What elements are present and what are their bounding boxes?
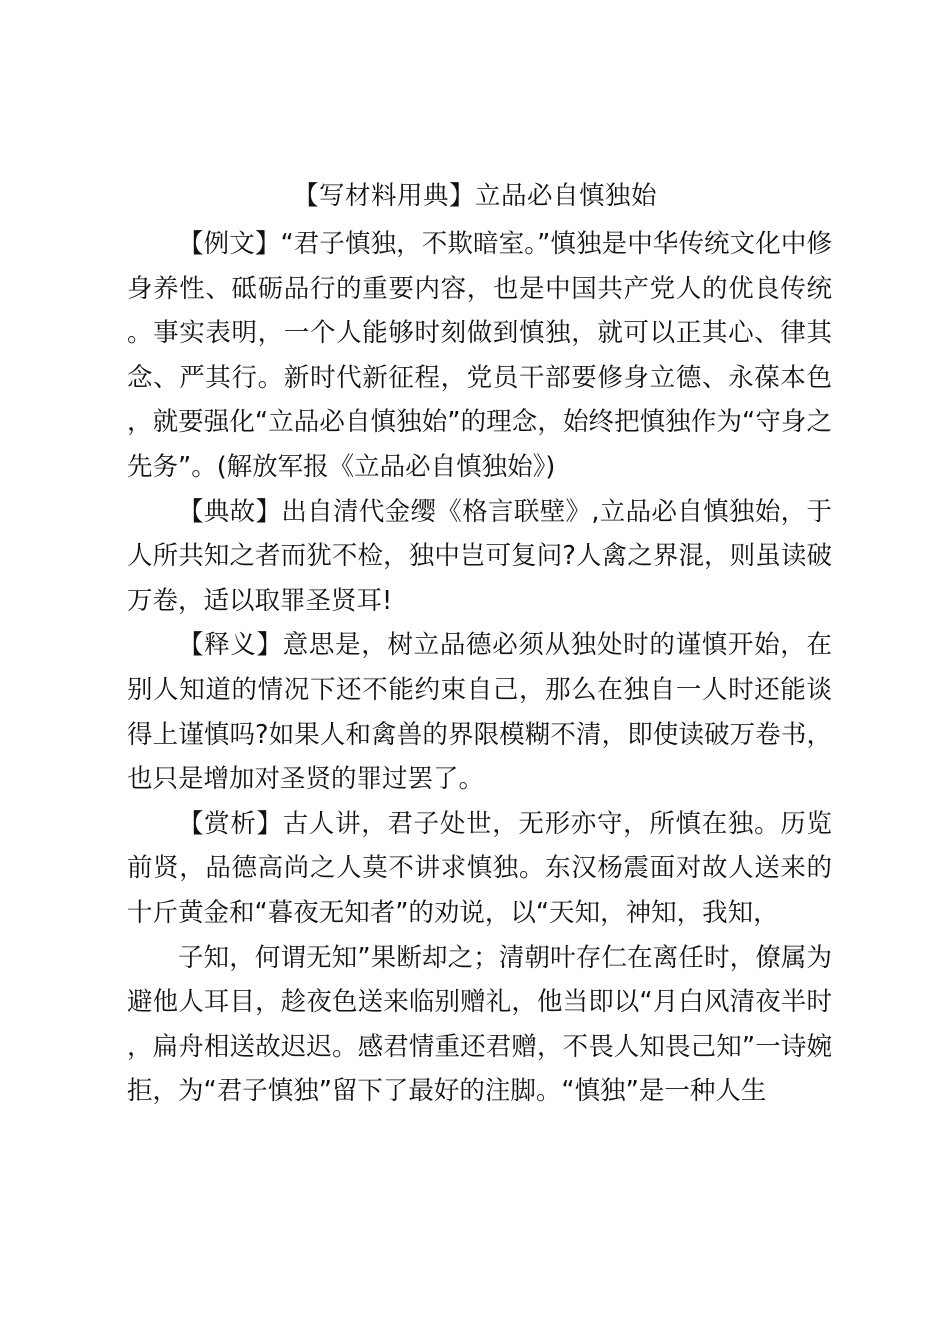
document-title: 【写材料用典】立品必自慎独始 xyxy=(292,181,657,211)
paragraph-text: “君子慎独，不欺暗室。”慎独是中华传统文化中修身养性、砥砺品行的重要内容，也是中国共产党人的优良传统。事实表明，一个人能够时刻做到慎独，就可以正其心、律其念、严其行。新时代新征程，党员干部要修身立德、永葆本色，就要强化“立品必自慎独始”的理念，始终把慎独作为“守身之先务”。(解放军报《立品必自慎独始》) xyxy=(127,229,832,482)
paragraph-text: 意思是，树立品德必须从独处时的谨慎开始，在别人知道的情况下还不能约束自己，那么在独自一人时还能谈得上谨慎吗?如果人和禽兽的界限模糊不清，即使读破万卷书，也只是增加对圣贤的罪过罢了。 xyxy=(127,630,832,795)
paragraph-text: 古人讲，君子处世，无形亦守，所慎在独。历览前贤，品德高尚之人莫不讲求慎独。东汉杨震面对故人送来的十斤黄金和“暮夜无知者”的劝说，以“天知，神知，我知， xyxy=(127,808,832,928)
paragraph-tag: 【释义】 xyxy=(178,630,283,661)
paragraph-example xyxy=(127,222,832,490)
paragraph-tag: 【例文】 xyxy=(178,229,281,259)
paragraph-text: 出自清代金缨《格言联壁》,立品必自慎独始，于人所共知之者而犹不检，独中岂可复问?人禽之界混，则虽读破万卷，适以取罪圣贤耳! xyxy=(127,496,832,616)
paragraph-tag: 【赏析】 xyxy=(178,808,283,839)
paragraph-allusion xyxy=(127,490,832,624)
paragraph-appreciation xyxy=(127,802,832,936)
paragraph-continuation xyxy=(127,936,832,1114)
document-body xyxy=(127,222,832,1114)
paragraph-tag: 【典故】 xyxy=(178,496,282,527)
paragraph-text: 子知，何谓无知”果断却之；清朝叶存仁在离任时，僚属为避他人耳目，趁夜色送来临别赠礼，他当即以“月白风清夜半时，扁舟相送故迟迟。感君情重还君赠，不畏人知畏己知”一诗婉拒，为“君子慎独”留下了最好的注脚。“慎独”是一种人生 xyxy=(127,942,832,1107)
paragraph-interpretation xyxy=(127,623,832,801)
